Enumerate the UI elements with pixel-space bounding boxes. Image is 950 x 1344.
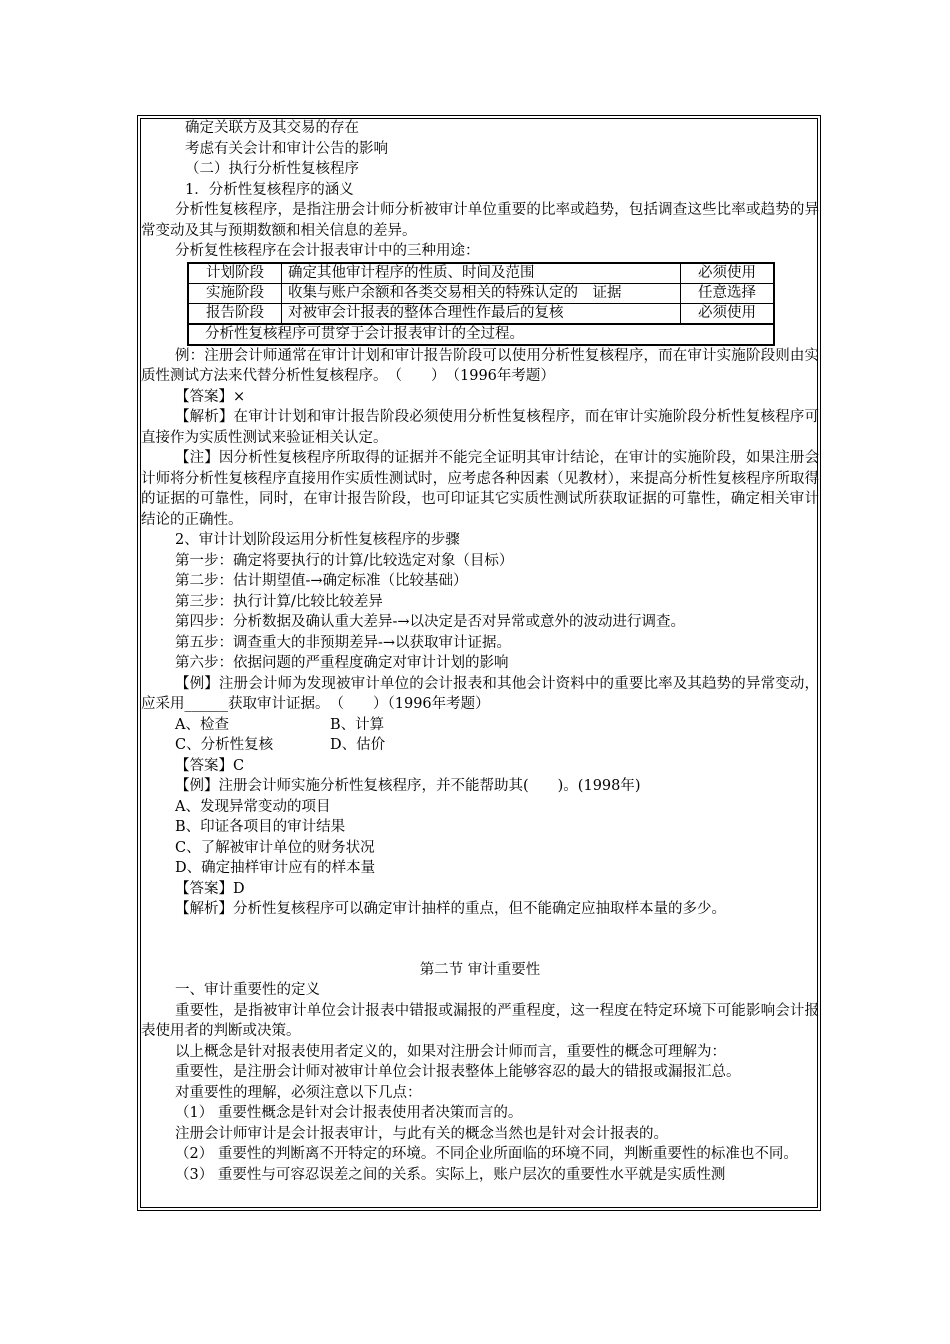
steps-heading: 2、审计计划阶段运用分析性复核程序的步骤 [175, 532, 460, 548]
step-item: 第一步：确定将要执行的计算/比较选定对象（目标） [175, 552, 514, 569]
desc-cell: 确定其他审计程序的性质、时间及范围 [282, 263, 681, 284]
use-cell: 必须使用 [681, 263, 775, 284]
stage-cell: 实施阶段 [188, 283, 282, 303]
document-body [141, 118, 819, 1185]
option-c: C、分析性复核 [175, 737, 274, 753]
option-c: C、了解被审计单位的财务状况 [175, 839, 375, 856]
definition-paragraph: 分析性复核程序，是指注册会计师分析被审计单位重要的比率或趋势，包括调查这些比率或趋势的异常变动及其与预期数额和相关信息的差异。 [141, 202, 819, 239]
uses-table [187, 262, 775, 346]
paragraph: 注册会计师审计是会计报表审计，与此有关的概念当然也是针对会计报表的。 [175, 1125, 668, 1142]
step-item: 第二步：估计期望值-→确定标准（比较基础） [175, 573, 468, 589]
text-line: 分析复性核程序在会计报表审计中的三种用途： [175, 243, 480, 259]
use-cell: 任意选择 [681, 283, 775, 303]
paragraph: 重要性，是指被审计单位会计报表中错报或漏报的严重程度，这一程度在特定环境下可能影响会计报表使用者的判断或决策。 [141, 1002, 819, 1039]
table-footer: 分析性复核程序可贯穿于会计报表审计的全过程。 [188, 324, 774, 345]
paragraph: （2） 重要性的判断离不开特定的环境。不同企业所面临的环境不同，判断重要性的标准也不同。 [175, 1146, 798, 1162]
paragraph: 以上概念是针对报表使用者定义的，如果对注册会计师而言，重要性的概念可理解为： [175, 1043, 726, 1060]
step-item: 第六步：依据问题的严重程度确定对审计计划的影响 [175, 655, 509, 671]
table-row [188, 324, 774, 345]
example-question: 例：注册会计师通常在审计计划和审计报告阶段可以使用分析性复核程序，而在审计实施阶段则由实质性测试方法来代替分析性复核程序。 （ ） （1996年考题） [141, 347, 819, 384]
step-item: 第三步：执行计算/比较比较差异 [175, 593, 383, 610]
table-row [188, 303, 774, 324]
option-b: B、计算 [330, 716, 385, 733]
option-a: A、发现异常变动的项目 [175, 798, 331, 815]
use-cell: 必须使用 [681, 303, 775, 324]
stage-cell: 计划阶段 [188, 263, 282, 284]
option-b: B、印证各项目的审计结果 [175, 819, 346, 835]
example-question: 【例】注册会计师实施分析性复核程序，并不能帮助其( )。(1998年) [175, 778, 641, 794]
desc-cell: 对被审会计报表的整体合理性作最后的复核 [282, 303, 681, 324]
note-paragraph: 【注】因分析性复核程序所取得的证据并不能完全证明其审计结论，在审计的实施阶段，如果注册会计师将分析性复核程序直接用作实质性测试时，应考虑各种因素（见教材），来提高分析性复核程序所取得的证据的可靠性，同时，在审计报告阶段，也可印证其它实质性测试所获取证据的可靠性，确定相关审计结论的正确性。 [141, 450, 819, 528]
answer-line: 【答案】C [175, 757, 245, 774]
stage-cell: 报告阶段 [188, 303, 282, 324]
answer-line: 【答案】× [175, 388, 246, 405]
table-row [188, 263, 774, 284]
option-a: A、检查 [175, 716, 229, 733]
paragraph: （1） 重要性概念是针对会计报表使用者决策而言的。 [175, 1105, 523, 1121]
spacer [141, 920, 819, 960]
text-line: 考虑有关会计和审计公告的影响 [185, 140, 388, 157]
step-item: 第五步：调查重大的非预期差异-→以获取审计证据。 [175, 634, 512, 651]
desc-cell: 收集与账户余额和各类交易相关的特殊认定的 证据 [282, 283, 681, 303]
analysis-paragraph: 【解析】在审计计划和审计报告阶段必须使用分析性复核程序，而在审计实施阶段分析性复核程序可直接作为实质性测试来验证相关认定。 [141, 409, 819, 446]
paragraph: （3） 重要性与可容忍误差之间的关系。实际上，账户层次的重要性水平就是实质性测 [175, 1166, 726, 1183]
option-d: D、确定抽样审计应有的样本量 [175, 860, 376, 876]
example-question: 【例】注册会计师为发现被审计单位的会计报表和其他会计资料中的重要比率及其趋势的异常变动，应采用______获取审计证据。 （ ）（1996年考题） [141, 675, 819, 712]
step-item: 第四步：分析数据及确认重大差异-→以决定是否对异常或意外的波动进行调查。 [175, 614, 686, 630]
options-row [141, 715, 819, 736]
paragraph: 重要性，是注册会计师对被审计单位会计报表整体上能够容忍的最大的错报或漏报汇总。 [175, 1064, 741, 1080]
answer-line: 【答案】D [175, 880, 245, 897]
paragraph: 对重要性的理解，必须注意以下几点： [175, 1084, 422, 1101]
text-line: 确定关联方及其交易的存在 [185, 120, 359, 136]
analysis-paragraph: 【解析】分析性复核程序可以确定审计抽样的重点，但不能确定应抽取样本量的多少。 [175, 901, 726, 917]
option-d: D、估价 [330, 737, 386, 753]
table-row [188, 283, 774, 303]
item-heading: 1．分析性复核程序的涵义 [185, 181, 354, 198]
subsection-heading: 一、审计重要性的定义 [175, 982, 320, 998]
section-heading: 第二节 审计重要性 [419, 961, 541, 978]
subsection-heading: （二）执行分析性复核程序 [185, 161, 359, 177]
options-row [141, 735, 819, 756]
